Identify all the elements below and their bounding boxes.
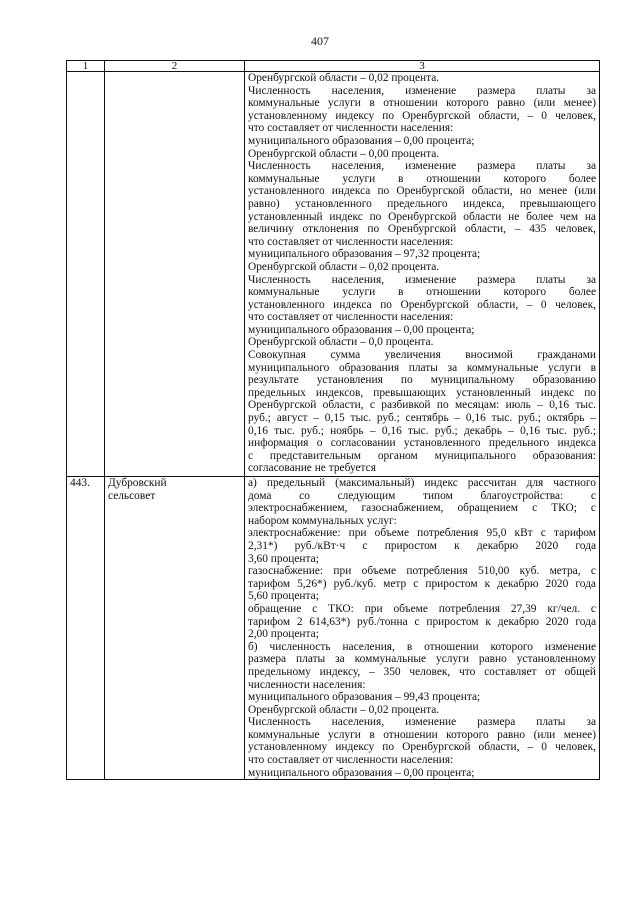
text-line: муниципального образования – 97,32 процента; xyxy=(248,248,481,261)
text-line: коммунальные услуги в отношении которого более xyxy=(248,172,596,185)
text-line: муниципального образования – 99,43 процента; xyxy=(248,691,481,704)
header-col-3: 3 xyxy=(245,61,600,72)
text-line: установленному индексу по Оренбургской области, – 0 человек, xyxy=(248,741,596,754)
municipality-name-line: Дубровский xyxy=(108,477,167,489)
text-line: установленному индексу по Оренбургской области, – 0 человек, xyxy=(248,109,596,122)
text-line: что составляет от численности населения: xyxy=(248,235,454,248)
text-line: Оренбургской области – 0,02 процента. xyxy=(248,72,440,84)
text-line: Оренбургской области – 0,0 процента. xyxy=(248,336,434,349)
text-line: информация о согласовании установленного предельного индекса xyxy=(248,437,596,450)
text-line: установленного индекса по Оренбургской области, – 0 человек, xyxy=(248,298,596,311)
text-line: Оренбургской области – 0,00 процента. xyxy=(248,147,440,160)
text-line: Оренбургской области, с разбивкой по месяцам: июль – 0,16 тыс. xyxy=(248,399,596,412)
text-line: результате установления по муниципальному образованию xyxy=(248,374,596,387)
row-number-cell: 443. xyxy=(67,477,105,780)
text-line: Численность населения, изменение размера платы за xyxy=(248,160,596,173)
municipality-name-line: сельсовет xyxy=(108,489,156,502)
text-line: коммунальные услуги в отношении которого более xyxy=(248,286,596,299)
text-line: предельных индексов, превышающих установленный индекс по xyxy=(248,386,596,399)
text-line: обращение с ТКО: при объеме потребления 27,39 кг/чел. с xyxy=(248,602,596,615)
text-line: равно) установленного предельного индекса, превышающего xyxy=(248,197,596,210)
text-line: муниципального образования – 0,00 процента; xyxy=(248,323,475,336)
text-line: численности населения: xyxy=(248,678,366,691)
text-line: величину отклонения по Оренбургской области, – 435 человек, xyxy=(248,223,596,236)
content-lines xyxy=(248,477,596,779)
text-line: газоснабжение: при объеме потребления 510,00 куб. метра, с xyxy=(248,565,596,578)
text-line: Численность населения, изменение размера платы за xyxy=(248,273,596,286)
row-name-cell xyxy=(105,477,245,780)
text-line: что составляет от численности населения: xyxy=(248,311,454,324)
text-line: Численность населения, изменение размера платы за xyxy=(248,716,596,729)
row-number-cell xyxy=(67,72,105,477)
text-line: тарифом 2 614,63*) руб./тонна с приростом к декабрю 2020 года xyxy=(248,615,596,628)
text-line: установленный индекс по Оренбургской области не более чем на xyxy=(248,210,596,223)
row-name-cell xyxy=(105,72,245,477)
text-line: Оренбургской области – 0,02 процента. xyxy=(248,703,440,716)
text-line: муниципального образования платы за коммунальные услуги в xyxy=(248,361,596,374)
text-line: дома со следующим типом благоустройства: с xyxy=(248,489,596,502)
text-line: установленного индекса по Оренбургской области, но менее (или xyxy=(248,185,596,198)
row-content-cell xyxy=(245,477,600,780)
text-line: Совокупная сумма увеличения вносимой гражданами xyxy=(248,349,596,362)
text-line: размера платы за коммунальные услуги равно установленному xyxy=(248,653,596,666)
header-row xyxy=(67,61,600,72)
text-line: 2,00 процента; xyxy=(248,628,319,641)
text-line: Численность населения, изменение размера платы за xyxy=(248,84,596,97)
text-line: тарифом 5,26*) руб./куб. метр с приростом к декабрю 2020 года xyxy=(248,577,596,590)
text-line: электроснабжение: при объеме потребления 95,0 кВт с тарифом xyxy=(248,527,596,540)
text-line: набором коммунальных услуг: xyxy=(248,514,397,527)
header-col-2: 2 xyxy=(105,61,245,72)
text-line: Оренбургской области – 0,02 процента. xyxy=(248,260,440,273)
text-line: электроснабжением, газоснабжением, обращением с ТКО; с xyxy=(248,502,596,515)
text-line: 3,60 процента; xyxy=(248,552,319,565)
text-line: а) предельный (максимальный) индекс рассчитан для частного xyxy=(248,477,596,489)
text-line: предельному индексу, – 350 человек, что составляет от общей xyxy=(248,665,596,678)
row-content-cell xyxy=(245,72,600,477)
document-table xyxy=(66,60,600,780)
text-line: 5,60 процента; xyxy=(248,590,319,603)
text-line: что составляет от численности населения: xyxy=(248,754,454,767)
text-line: согласование не требуется xyxy=(248,462,376,475)
header-col-1: 1 xyxy=(67,61,105,72)
page-number: 407 xyxy=(311,34,329,48)
table-row xyxy=(67,72,600,477)
text-line: муниципального образования – 0,00 процента; xyxy=(248,766,475,779)
text-line: 0,16 тыс. руб.; ноябрь – 0,16 тыс. руб.; декабрь – 0,16 тыс. руб.; xyxy=(248,424,596,437)
table-row xyxy=(67,477,600,780)
text-line: руб.; август – 0,15 тыс. руб.; сентябрь – 0,16 тыс. руб.; октябрь – xyxy=(248,412,596,425)
text-line: муниципального образования – 0,00 процента; xyxy=(248,134,475,147)
content-lines xyxy=(248,72,596,475)
text-line: что составляет от численности населения: xyxy=(248,122,454,135)
text-line: б) численность населения, в отношении которого изменение xyxy=(248,640,596,653)
text-line: с представительным органом муниципального образования: xyxy=(248,449,596,462)
text-line: коммунальные услуги в отношении которого равно (или менее) xyxy=(248,97,596,110)
text-line: 2,31*) руб./кВт·ч с приростом к декабрю 2020 года xyxy=(248,539,596,552)
text-line: коммунальные услуги в отношении которого равно (или менее) xyxy=(248,728,596,741)
